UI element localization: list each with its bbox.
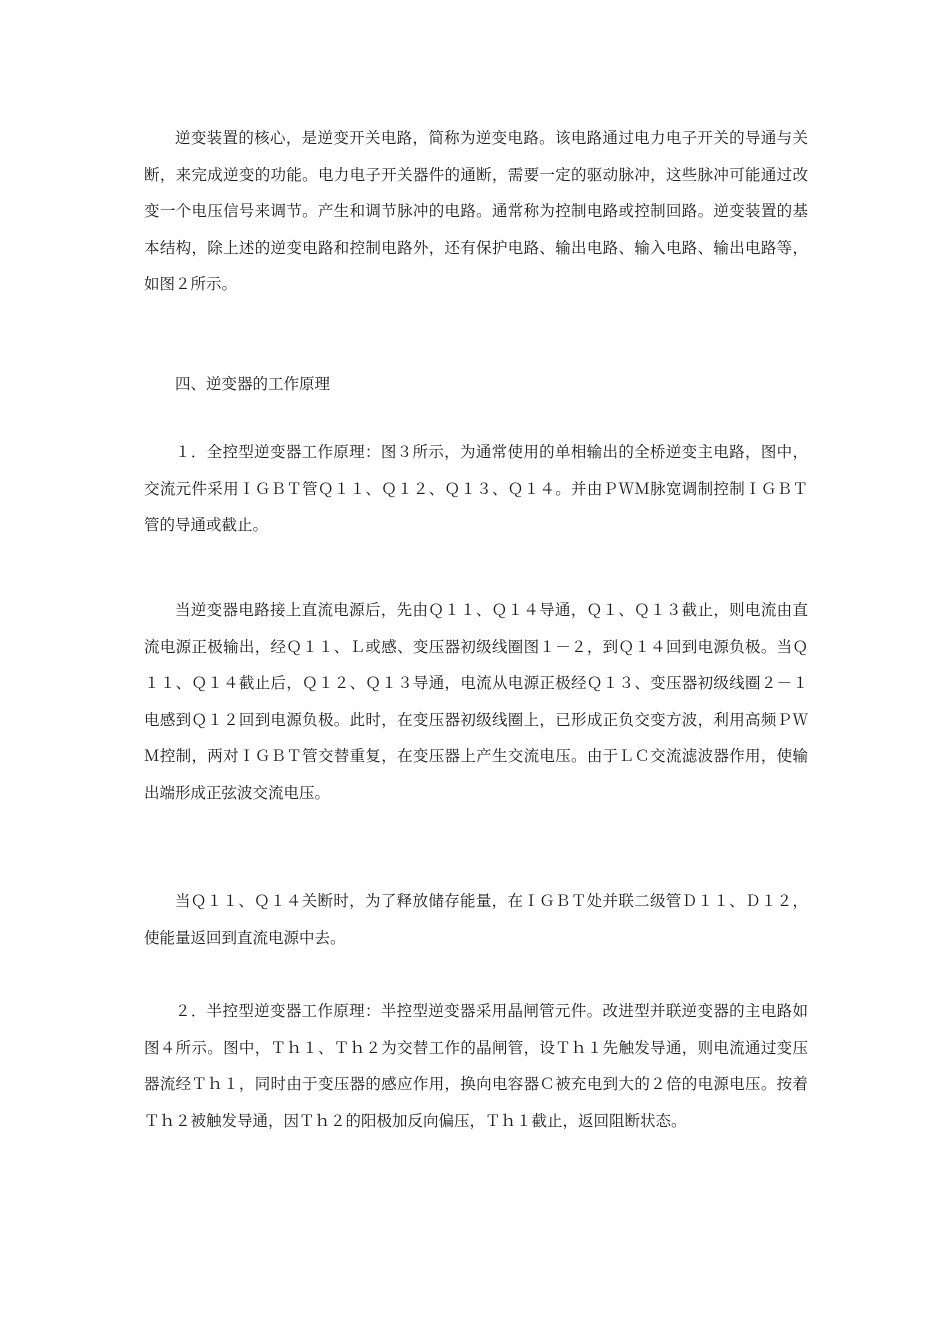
section-heading-working-principle: 四、逆变器的工作原理 — [175, 375, 331, 393]
paragraph-inverter-structure: 逆变装置的核心，是逆变开关电路，简称为逆变电路。该电路通过电力电子开关的导通与关断，来完成逆变的功能。电力电子开关器件的通断，需要一定的驱动脉冲，这些脉冲可能通过改变一个电压信号来调节。产生和调节脉冲的电路。通常称为控制电路或控制回路。逆变装置的基本结构，除上述的逆变电路和控制电路外，还有保护电路、输出电路、输入电路、输出电路等，如图２所示。 — [144, 129, 808, 293]
paragraph-half-control-inverter: ２．半控型逆变器工作原理：半控型逆变器采用晶闸管元件。改进型并联逆变器的主电路如图４所示。图中，Ｔｈ１、Ｔｈ２为交替工作的晶闸管，设Ｔｈ１先触发导通，则电流通过变压器流经Ｔｈ１，同时由于变压器的感应作用，换向电容器Ｃ被充电到大的２倍的电源电压。按着Ｔｈ２被触发导通，因Ｔｈ２的阳极加反向偏压，Ｔｈ１截止，返回阻断状态。 — [144, 1002, 808, 1130]
paragraph-full-control-inverter: １．全控型逆变器工作原理：图３所示，为通常使用的单相输出的全桥逆变主电路，图中，交流元件采用ＩＧＢＴ管Ｑ１１、Ｑ１２、Ｑ１３、Ｑ１４。并由ＰＷＭ脉宽调制控制ＩＧＢＴ管的导通或截止。 — [144, 443, 808, 534]
paragraph-diode-energy-release: 当Ｑ１１、Ｑ１４关断时，为了释放储存能量，在ＩＧＢＴ处并联二级管Ｄ１１、Ｄ１２，使能量返回到直流电源中去。 — [144, 892, 808, 947]
paragraph-current-flow: 当逆变器电路接上直流电源后，先由Ｑ１１、Ｑ１４导通，Ｑ１、Ｑ１３截止，则电流由直流电源正极输出，经Ｑ１１、Ｌ或感、变压器初级线圈图１－２，到Ｑ１４回到电源负极。当Ｑ１１、Ｑ１４截止后，Ｑ１２、Ｑ１３导通，电流从电源正极经Ｑ１３、变压器初级线圈２－１电感到Ｑ１２回到电源负极。此时，在变压器初级线圈上，已形成正负交变方波，利用高频ＰＷＭ控制，两对ＩＧＢＴ管交替重复，在变压器上产生交流电压。由于ＬＣ交流滤波器作用，使输出端形成正弦波交流电压。 — [144, 601, 808, 802]
